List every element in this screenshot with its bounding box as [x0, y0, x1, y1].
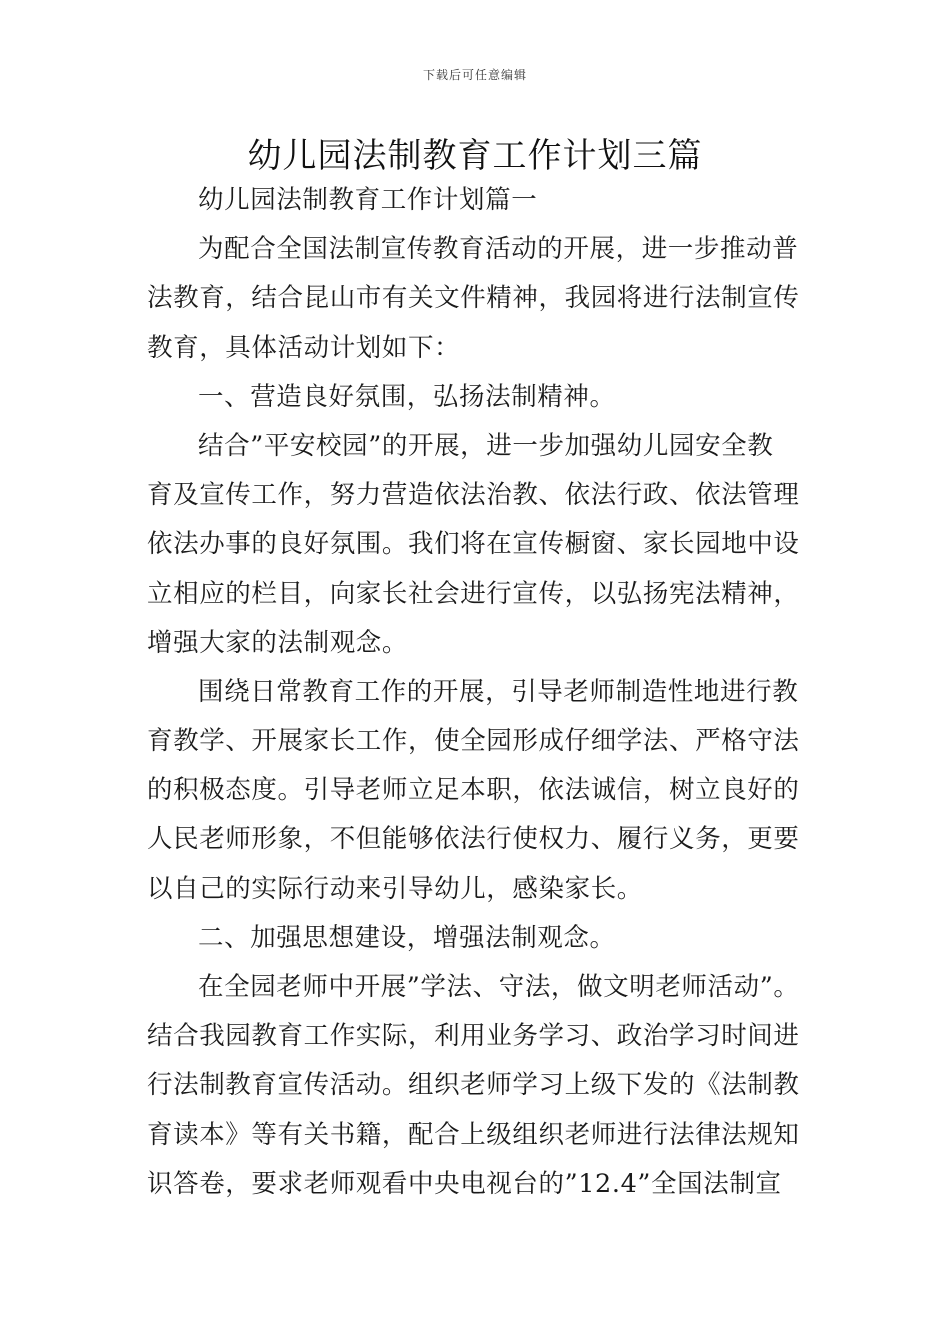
text-line: 依法办事的良好氛围。我们将在宣传橱窗、家长园地中设	[147, 529, 800, 560]
text-line: 育读本》等有关书籍，配合上级组织老师进行法律法规知	[147, 1119, 800, 1150]
text-line: 人民老师形象，不但能够依法行使权力、履行义务，更要	[147, 824, 800, 855]
document-body	[147, 176, 827, 1209]
text-line: 围绕日常教育工作的开展，引导老师制造性地进行教	[198, 676, 799, 707]
text-line: 的积极态度。引导老师立足本职，依法诚信，树立良好的	[147, 775, 800, 806]
text-line: 在全园老师中开展”学法、守法，做文明老师活动”。	[198, 972, 800, 1002]
text-line: 以自己的实际行动来引导幼儿，感染家长。	[147, 873, 643, 904]
text-line: 二、加强思想建设，增强法制观念。	[198, 922, 616, 953]
text-line: 一、营造良好氛围，弘扬法制精神。	[198, 381, 616, 412]
header-note: 下载后可任意编辑	[422, 68, 527, 82]
text-line: 为配合全国法制宣传教育活动的开展，进一步推动普	[198, 234, 799, 265]
text-line: 立相应的栏目，向家长社会进行宣传，以弘扬宪法精神，	[147, 578, 800, 609]
document-title: 幼儿园法制教育工作计划三篇	[247, 136, 703, 176]
text-line: 结合我园教育工作实际，利用业务学习、政治学习时间进	[147, 1021, 800, 1052]
text-line: 幼儿园法制教育工作计划篇一	[198, 185, 538, 215]
text-line: 育教学、开展家长工作，使全园形成仔细学法、严格守法	[147, 726, 800, 757]
text-line: 结合”平安校园”的开展，进一步加强幼儿园安全教	[198, 430, 774, 461]
text-line: 教育，具体活动计划如下：	[147, 332, 461, 363]
text-line: 育及宣传工作，努力营造依法治教、依法行政、依法管理	[147, 480, 800, 511]
text-line: 识答卷，要求老师观看中央电视台的”12.4”全国法制宣	[147, 1168, 782, 1199]
text-line: 行法制教育宣传活动。组织老师学习上级下发的《法制教	[147, 1070, 800, 1101]
text-line: 法教育，结合昆山市有关文件精神，我园将进行法制宣传	[147, 283, 800, 314]
text-line: 增强大家的法制观念。	[147, 627, 409, 658]
